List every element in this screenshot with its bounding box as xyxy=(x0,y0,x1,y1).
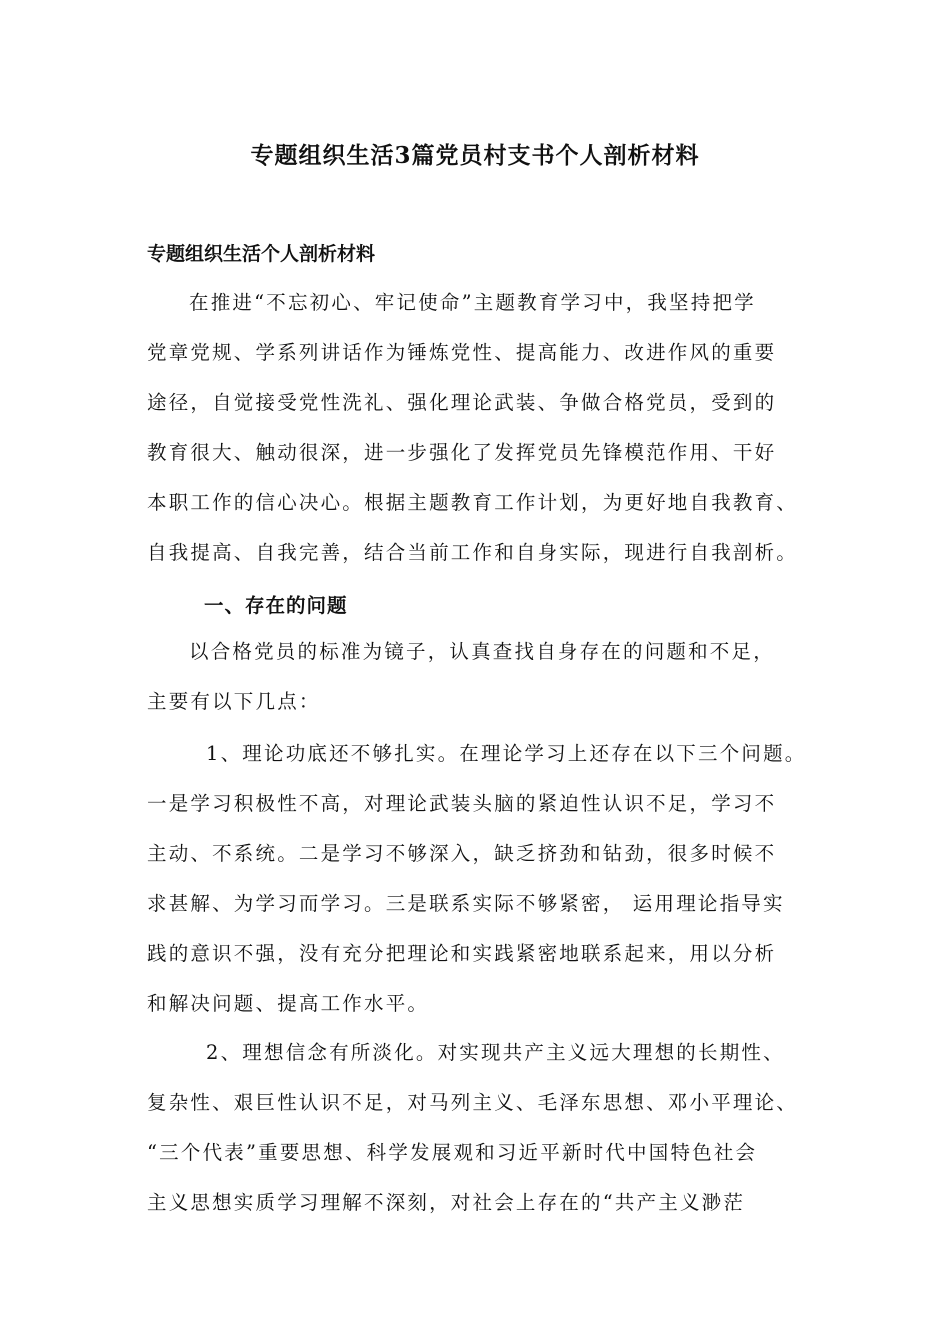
paragraph-line: 主要有以下几点： xyxy=(147,690,321,713)
document-subtitle: 专题组织生活个人剖析材料 xyxy=(147,243,376,265)
paragraph-line: 1、理论功底还不够扎实。在理论学习上还存在以下三个问题。 xyxy=(206,742,807,765)
paragraph-line: 自我提高、自我完善，结合当前工作和自身实际，现进行自我剖析。 xyxy=(147,541,799,564)
paragraph-line: 复杂性、艰巨性认识不足，对马列主义、毛泽东思想、邓小平理论、 xyxy=(147,1091,799,1114)
paragraph-line: 主义思想实质学习理解不深刻，对社会上存在的“共产主义渺茫 xyxy=(147,1191,746,1214)
paragraph-line: 途径，自觉接受党性洗礼、强化理论武装、争做合格党员，受到的 xyxy=(147,391,777,414)
paragraph-line: “三个代表”重要思想、科学发展观和习近平新时代中国特色社会 xyxy=(147,1141,758,1164)
paragraph-line: 主动、不系统。二是学习不够深入，缺乏挤劲和钻劲，很多时候不 xyxy=(147,842,777,865)
paragraph-line: 践的意识不强，没有充分把理论和实践紧密地联系起来，用以分析 xyxy=(147,942,777,965)
paragraph-line: 本职工作的信心决心。根据主题教育工作计划，为更好地自我教育、 xyxy=(147,491,799,514)
paragraph-line: 2、理想信念有所淡化。对实现共产主义远大理想的长期性、 xyxy=(206,1041,785,1064)
document-title: 专题组织生活3篇党员村支书个人剖析材料 xyxy=(250,142,700,169)
paragraph-line: 党章党规、学系列讲话作为锤炼党性、提高能力、改进作风的重要 xyxy=(147,341,777,364)
paragraph-line: 在推进“不忘初心、牢记使命”主题教育学习中，我坚持把学 xyxy=(189,291,756,314)
section-heading: 一、存在的问题 xyxy=(204,594,348,617)
paragraph-line: 求甚解、为学习而学习。三是联系实际不够紧密， 运用理论指导实 xyxy=(147,892,785,915)
paragraph-line: 和解决问题、提高工作水平。 xyxy=(147,992,430,1015)
paragraph-line: 一是学习积极性不高，对理论武装头脑的紧迫性认识不足，学习不 xyxy=(147,792,777,815)
paragraph-line: 以合格党员的标准为镜子，认真查找自身存在的问题和不足， xyxy=(189,640,775,663)
paragraph-line: 教育很大、触动很深，进一步强化了发挥党员先锋模范作用、干好 xyxy=(147,441,777,464)
